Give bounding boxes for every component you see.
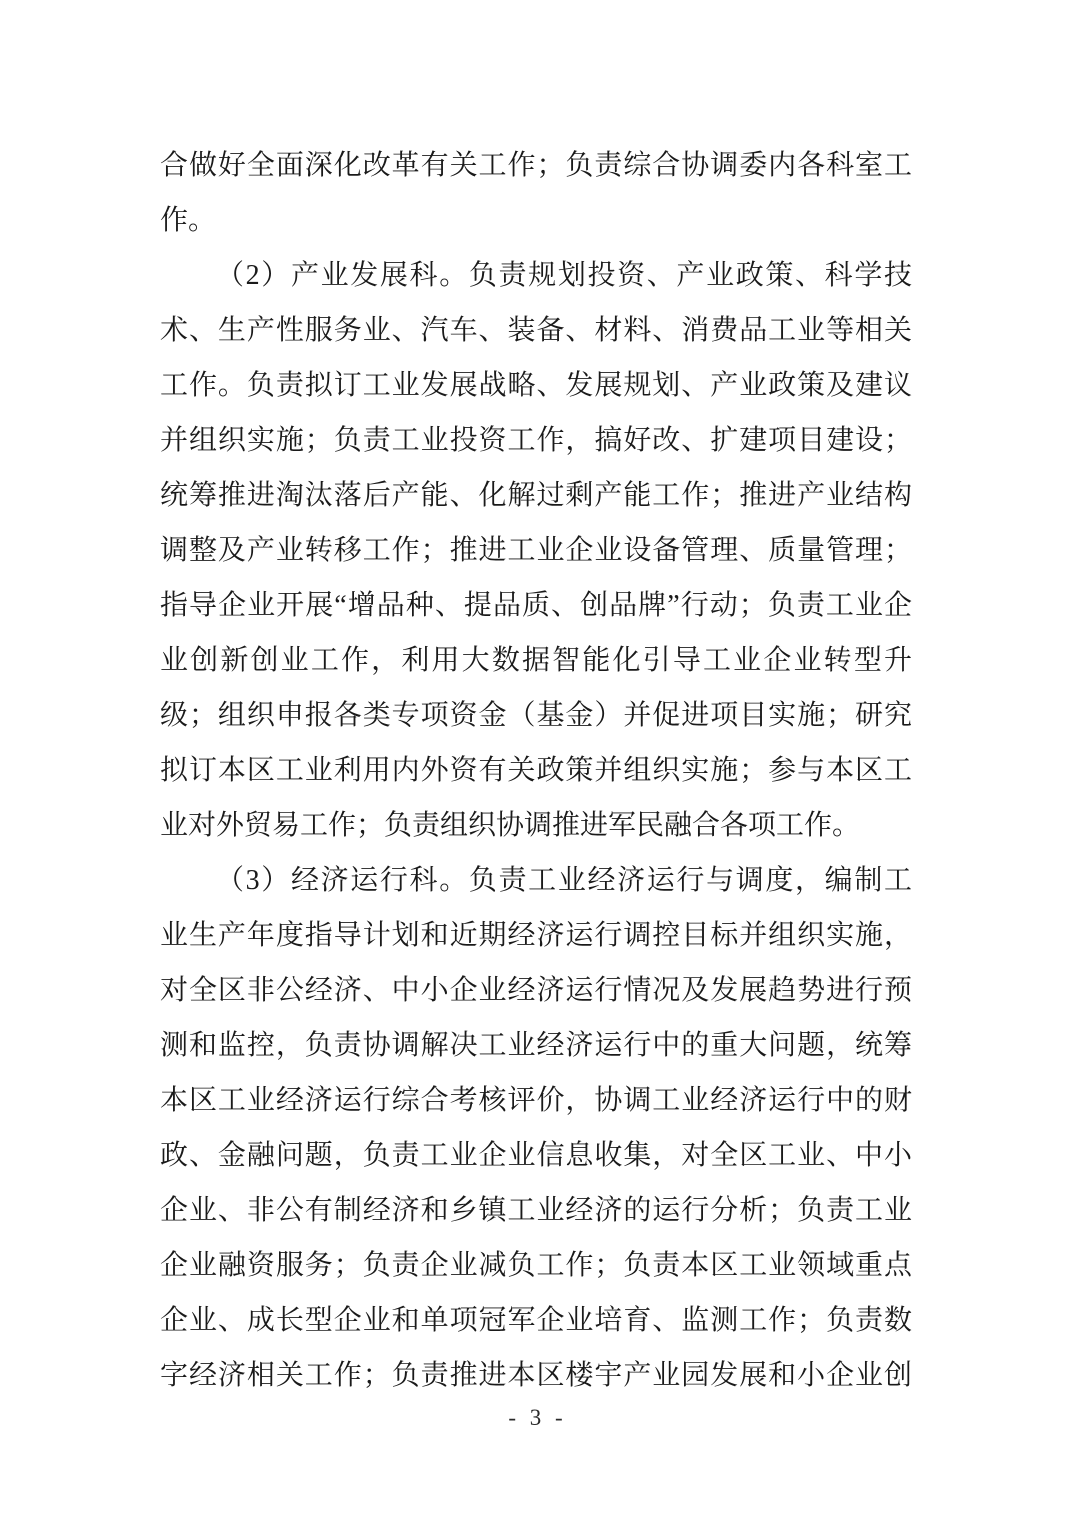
text-line: 指导企业开展“增品种、提品质、创品牌”行动；负责工业企 — [160, 590, 912, 621]
text-line: 企业、成长型企业和单项冠军企业培育、监测工作；负责数 — [160, 1305, 912, 1336]
text-line: 工作。负责拟订工业发展战略、发展规划、产业政策及建议 — [160, 370, 912, 401]
text-line: 业对外贸易工作；负责组织协调推进军民融合各项工作。 — [160, 810, 861, 841]
text-line: 企业融资服务；负责企业减负工作；负责本区工业领域重点 — [160, 1250, 912, 1281]
text-line: （3）经济运行科。负责工业经济运行与调度，编制工 — [216, 865, 912, 896]
text-line: 测和监控，负责协调解决工业经济运行中的重大问题，统筹 — [160, 1030, 912, 1061]
text-line: 拟订本区工业利用内外资有关政策并组织实施；参与本区工 — [160, 755, 912, 786]
document-body — [160, 138, 912, 1403]
text-line: 并组织实施；负责工业投资工作，搞好改、扩建项目建设； — [160, 425, 912, 456]
text-line: 级；组织申报各类专项资金（基金）并促进项目实施；研究 — [160, 700, 912, 731]
text-line: 企业、非公有制经济和乡镇工业经济的运行分析；负责工业 — [160, 1195, 912, 1226]
text-line: 业创新创业工作，利用大数据智能化引导工业企业转型升 — [160, 645, 912, 676]
page-number: - 3 - — [508, 1405, 567, 1430]
text-line: 合做好全面深化改革有关工作；负责综合协调委内各科室工 — [160, 150, 912, 181]
text-line: 统筹推进淘汰落后产能、化解过剩产能工作；推进产业结构 — [160, 480, 912, 511]
text-line: 对全区非公经济、中小企业经济运行情况及发展趋势进行预 — [160, 975, 912, 1006]
text-line: 字经济相关工作；负责推进本区楼宇产业园发展和小企业创 — [160, 1360, 912, 1391]
text-line: 业生产年度指导计划和近期经济运行调控目标并组织实施， — [160, 920, 912, 951]
text-line: 政、金融问题，负责工业企业信息收集，对全区工业、中小 — [160, 1140, 912, 1171]
text-line: 本区工业经济运行综合考核评价，协调工业经济运行中的财 — [160, 1085, 912, 1116]
text-line: （2）产业发展科。负责规划投资、产业政策、科学技 — [216, 260, 912, 291]
text-line: 调整及产业转移工作；推进工业企业设备管理、质量管理； — [160, 535, 912, 566]
text-line: 术、生产性服务业、汽车、装备、材料、消费品工业等相关 — [160, 315, 912, 346]
text-line: 作。 — [160, 205, 217, 236]
